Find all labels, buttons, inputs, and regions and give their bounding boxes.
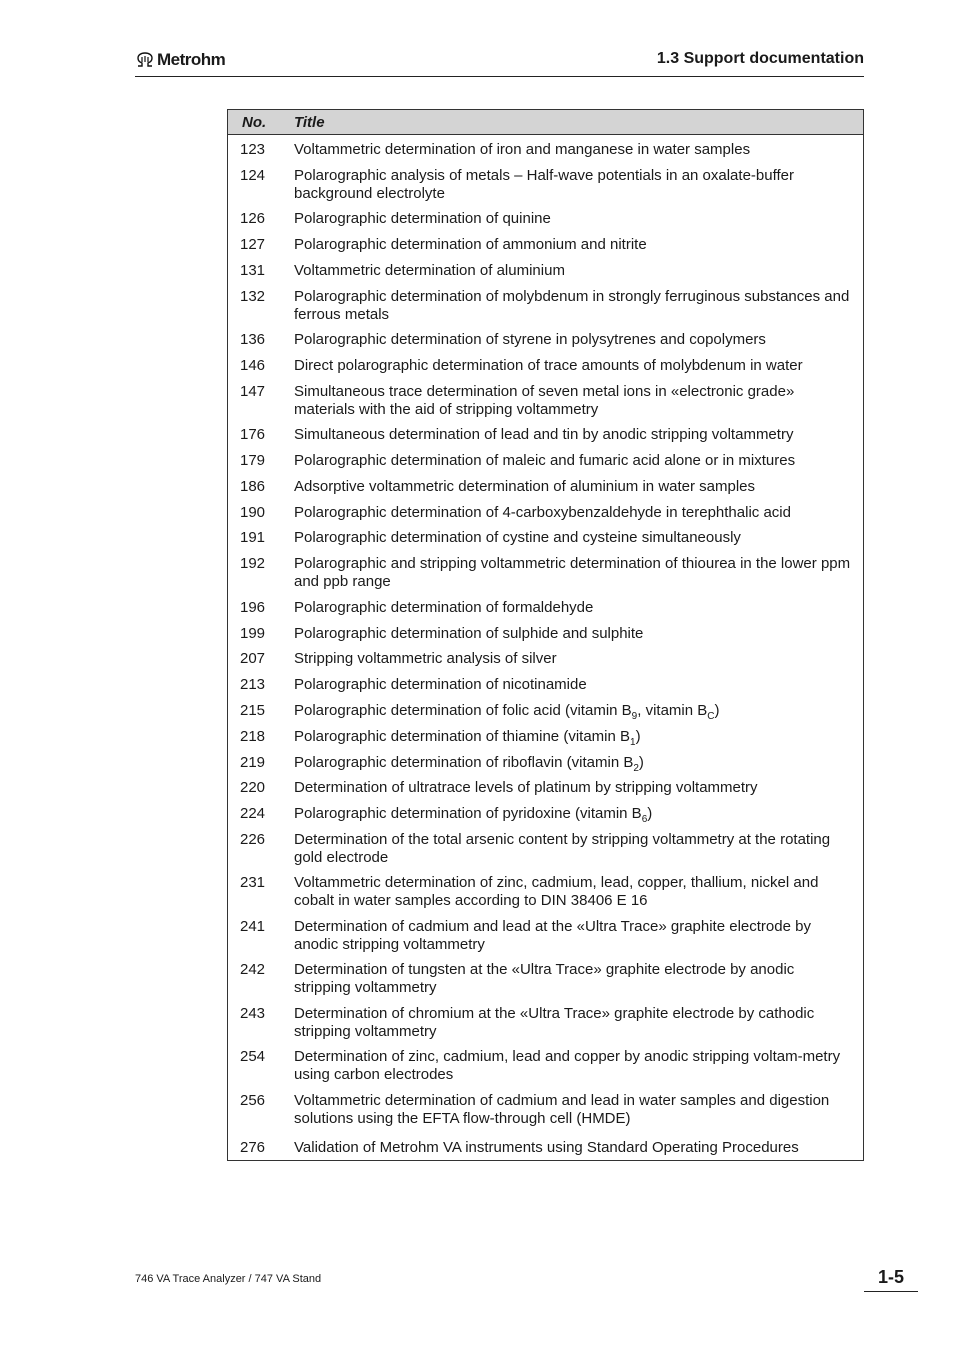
row-number: 132 [240, 287, 266, 305]
table-body [228, 135, 863, 1165]
table-row [228, 874, 863, 918]
table-row [228, 702, 863, 728]
table-row [228, 529, 863, 555]
table-row [228, 754, 863, 780]
table-row [228, 1092, 863, 1136]
row-number: 224 [240, 805, 266, 823]
table-row [228, 918, 863, 962]
documentation-table [227, 109, 864, 1161]
table-row [228, 831, 863, 875]
section-title: 1.3 Support documentation [656, 50, 864, 67]
table-row [228, 555, 863, 599]
row-number: 146 [240, 356, 266, 374]
column-header-no: No. [242, 113, 267, 131]
table-row [228, 210, 863, 236]
row-title: Direct polarographic determination of trace amounts of molybdenum in water [294, 356, 803, 374]
row-title: Polarographic determination of 4-carboxybenzaldehyde in terephthalic acid [294, 503, 791, 521]
row-title [294, 702, 854, 728]
row-title: Polarographic determination of molybdenum in strongly ferruginous substances and ferrous metals [294, 287, 850, 323]
row-number: 254 [240, 1048, 266, 1066]
row-title: Adsorptive voltammetric determination of aluminium in water samples [294, 477, 756, 495]
row-number: 192 [240, 555, 266, 573]
row-number: 241 [240, 917, 266, 935]
table-row [228, 383, 863, 427]
table-row [228, 288, 863, 332]
row-number: 199 [240, 624, 266, 642]
table-row [228, 452, 863, 478]
row-title: Validation of Metrohm VA instruments using Standard Operating Procedures [294, 1139, 799, 1157]
row-number: 226 [240, 830, 266, 848]
row-title: Polarographic determination of formaldehyde [294, 598, 594, 616]
row-number: 126 [240, 210, 266, 228]
row-number: 179 [240, 452, 266, 470]
table-row [228, 426, 863, 452]
table-row [228, 504, 863, 530]
title-part: ) [714, 701, 720, 719]
footer-product: 746 VA Trace Analyzer / 747 VA Stand [135, 1273, 322, 1285]
row-title: Polarographic and stripping voltammetric determination of thiourea in the lower ppm and ppb range [294, 555, 851, 591]
title-part: ) [638, 753, 644, 771]
row-number: 220 [240, 779, 266, 797]
row-number: 176 [240, 426, 266, 444]
title-part: ) [647, 805, 653, 823]
row-number: 256 [240, 1091, 266, 1109]
row-number: 123 [240, 141, 266, 158]
row-title [294, 805, 854, 831]
row-number: 136 [240, 331, 266, 349]
row-number: 207 [240, 650, 266, 668]
row-number: 231 [240, 874, 266, 892]
row-number: 186 [240, 477, 266, 495]
brand-name: Metrohm [157, 50, 226, 69]
page-header [135, 48, 864, 77]
row-title: Simultaneous trace determination of seven metal ions in «electronic grade» materials with the aid of stripping voltammetry [294, 382, 795, 418]
row-number: 127 [240, 236, 266, 254]
title-part: Polarographic determination of thiamine (vitamin B [294, 727, 630, 745]
row-title: Determination of ultratrace levels of platinum by stripping voltammetry [294, 779, 758, 797]
title-part: Polarographic determination of folic acid (vitamin B [294, 701, 632, 719]
row-number: 190 [240, 503, 266, 521]
table-row [228, 357, 863, 383]
table-row [228, 676, 863, 702]
row-number: 131 [240, 261, 266, 279]
row-title: Determination of zinc, cadmium, lead and copper by anodic stripping voltam-metry using carbon electrodes [294, 1048, 841, 1084]
table-row [228, 1005, 863, 1049]
row-number: 147 [240, 382, 266, 400]
metrohm-logo [135, 50, 225, 70]
row-title: Simultaneous determination of lead and tin by anodic stripping voltammetry [294, 426, 794, 444]
title-part: ) [635, 727, 641, 745]
row-title: Stripping voltammetric analysis of silver [294, 650, 557, 668]
row-title: Polarographic determination of sulphide and sulphite [294, 624, 644, 642]
table-row [228, 728, 863, 754]
row-title: Polarographic determination of maleic and fumaric acid alone or in mixtures [294, 452, 796, 470]
row-title: Voltammetric determination of aluminium [294, 261, 565, 279]
row-number: 124 [240, 166, 266, 184]
title-subscript: 2 [633, 762, 639, 774]
row-title: Voltammetric determination of cadmium and lead in water samples and digestion solutions using the EFTA flow-through cell (HMDE) [294, 1091, 830, 1127]
row-title: Polarographic determination of ammonium and nitrite [294, 236, 647, 254]
row-title: Determination of chromium at the «Ultra Trace» graphite electrode by cathodic stripping voltammetry [294, 1004, 815, 1040]
row-title: Voltammetric determination of zinc, cadmium, lead, copper, thallium, nickel and cobalt in water samples according to DIN 38406 E 16 [294, 874, 819, 910]
table-row [228, 478, 863, 504]
row-number: 213 [240, 676, 266, 694]
row-title: Voltammetric determination of iron and manganese in water samples [294, 141, 751, 158]
row-title: Polarographic determination of cystine and cysteine simultaneously [294, 529, 741, 547]
table-row [228, 331, 863, 357]
title-part: , vitamin B [637, 701, 708, 719]
row-title: Determination of tungsten at the «Ultra Trace» graphite electrode by anodic stripping voltammetry [294, 961, 795, 997]
table-row [228, 625, 863, 651]
table-row [228, 141, 863, 167]
row-title: Determination of cadmium and lead at the «Ultra Trace» graphite electrode by anodic stripping voltammetry [294, 917, 811, 953]
row-title: Determination of the total arsenic content by stripping voltammetry at the rotating gold electrode [294, 830, 831, 866]
table-row [228, 1139, 863, 1165]
row-number: 242 [240, 961, 266, 979]
row-title: Polarographic determination of quinine [294, 210, 551, 228]
row-number: 219 [240, 753, 266, 771]
row-number: 191 [240, 529, 266, 547]
row-title: Polarographic determination of styrene in polysytrenes and copolymers [294, 331, 766, 349]
title-part: Polarographic determination of riboflavin (vitamin B [294, 753, 634, 771]
row-number: 196 [240, 598, 266, 616]
title-subscript: C [707, 710, 715, 722]
metrohm-omega-icon [135, 52, 155, 68]
row-title [294, 754, 854, 780]
table-row [228, 167, 863, 211]
column-header-title: Title [294, 113, 325, 131]
table-row [228, 236, 863, 262]
title-subscript: 6 [641, 814, 648, 826]
table-header [228, 110, 863, 135]
page-number: 1-5 [864, 1265, 918, 1292]
table-row [228, 650, 863, 676]
title-subscript: 1 [630, 736, 636, 748]
title-part: Polarographic determination of pyridoxine (vitamin B [294, 805, 642, 823]
row-number: 276 [240, 1139, 266, 1157]
table-row [228, 262, 863, 288]
row-title: Polarographic analysis of metals – Half-wave potentials in an oxalate-buffer background electrolyte [294, 166, 794, 202]
title-subscript: 9 [631, 710, 638, 722]
row-number: 243 [240, 1004, 266, 1022]
table-row [228, 599, 863, 625]
row-title [294, 728, 854, 754]
row-number: 218 [240, 727, 266, 745]
table-row [228, 961, 863, 1005]
row-number: 215 [240, 701, 266, 719]
table-row [228, 779, 863, 805]
table-row [228, 805, 863, 831]
row-title: Polarographic determination of nicotinamide [294, 676, 587, 694]
table-row [228, 1048, 863, 1092]
